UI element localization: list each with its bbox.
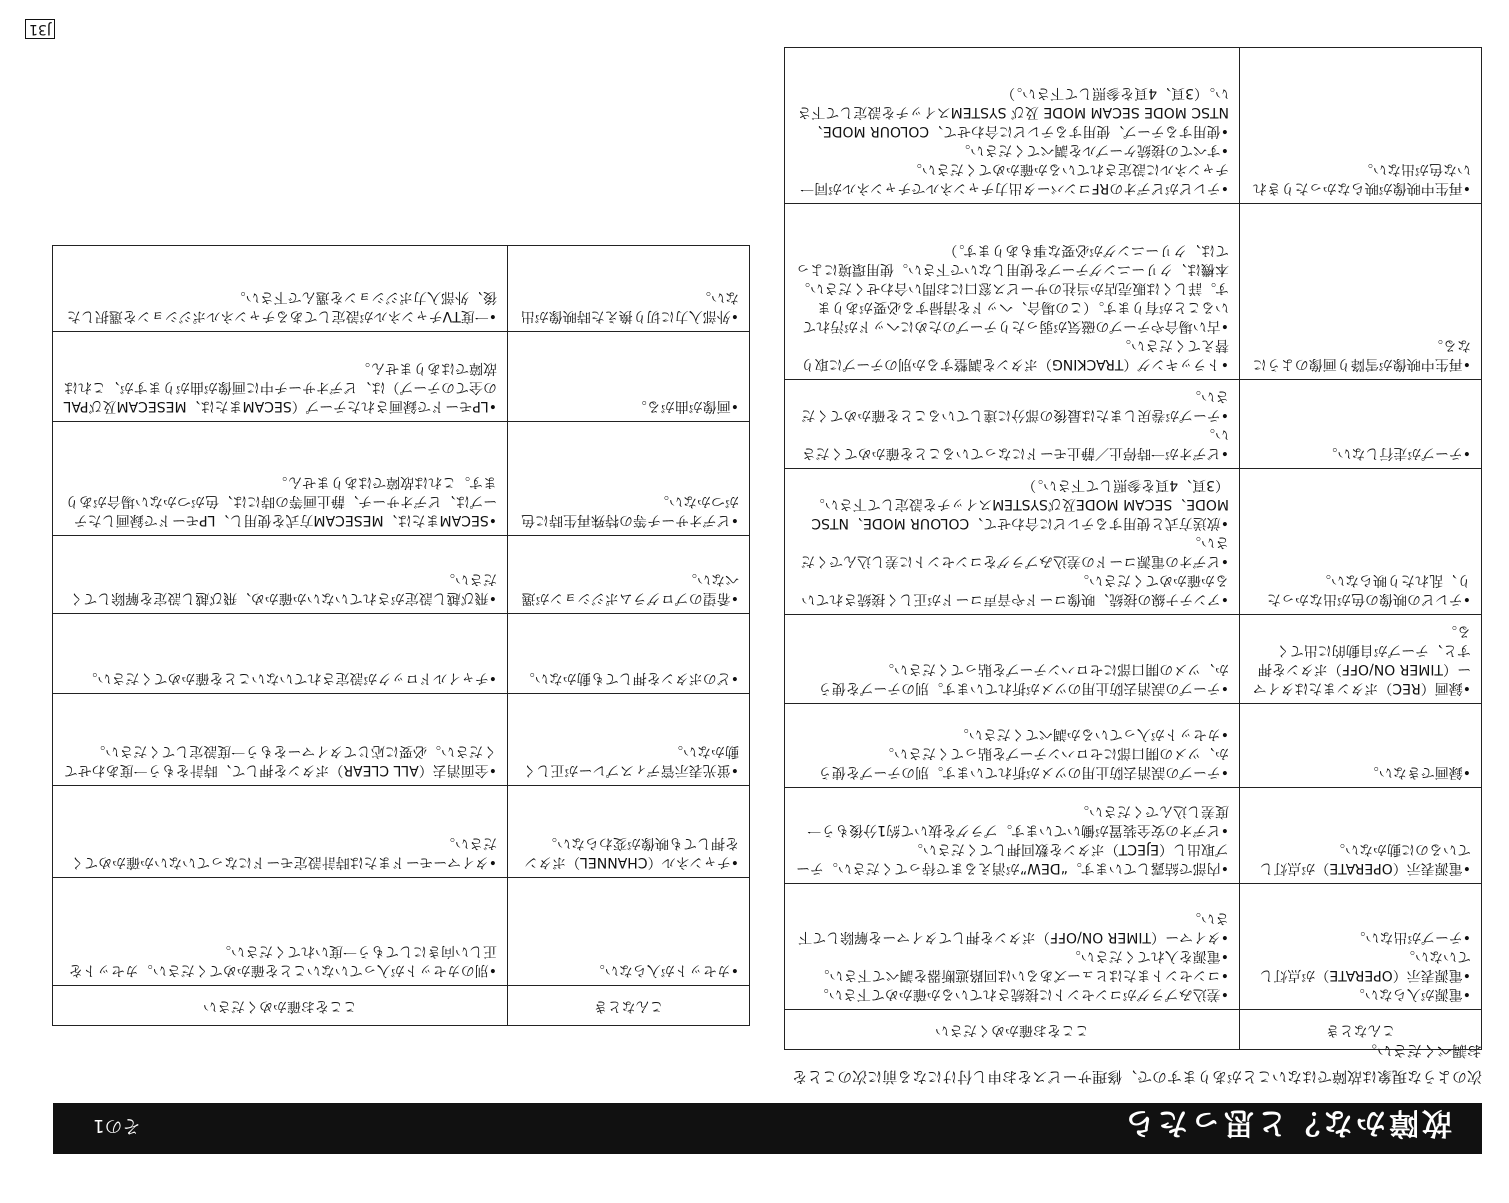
symptom-cell — [1240, 469, 1482, 615]
symptom-text: • カセットが入らない。 — [518, 960, 739, 979]
remedy-text: • LPモードで録画されたテープ（SECAMまたは、MESECAM及びPALの全てのテープ）は、ビデオサーチ中に画像が曲がりますが、これは故障ではありません。 — [63, 358, 497, 415]
symptom-cell — [508, 614, 750, 694]
symptom-cell — [1240, 48, 1482, 204]
remedy-text: • 放送方式と使用するテレビに合わせて、COLOUR MODE、NTSC MODE、SECAM MODE及びSYSTEMスイッチを設定して下さい。（3頁、4頁を参照して下さい。） — [795, 475, 1229, 532]
troubleshooting-table-left — [784, 47, 1482, 1050]
table-header-row — [785, 1010, 1482, 1050]
remedy-text: • カセットが入っているか調べてください。 — [795, 724, 1229, 743]
remedy-text: • 使用するテープ、使用するテレビに合わせて、COLOUR MODE、NTSC MODE SECAM MODE 及び SYSTEMスイッチを設定して下さい。（3頁、4頁を参照して下さい。） — [795, 83, 1229, 140]
remedy-cell — [53, 614, 508, 694]
remedy-cell — [785, 615, 1240, 704]
symptom-cell — [508, 246, 750, 332]
remedy-text: • アンテナ線の接続、映像コードや音声コードが正しく接続されているか確かめてください。 — [795, 570, 1229, 608]
table-row — [53, 878, 750, 986]
symptom-text: • テレビの映像の色が出なかったり、乱れたり映らない。 — [1250, 570, 1471, 608]
symptom-cell — [1240, 204, 1482, 380]
symptom-cell — [508, 694, 750, 786]
table-row — [53, 614, 750, 694]
remedy-cell — [785, 704, 1240, 788]
remedy-cell — [53, 536, 508, 614]
remedy-cell — [785, 788, 1240, 884]
symptom-text: • 希望のプログラムポジションが選べない。 — [518, 569, 739, 607]
page-number: J31 — [25, 19, 55, 39]
table-row — [785, 48, 1482, 204]
remedy-text: • ビデオの安全装置が働いています。プラグを抜いて約1分後もう一度差し込んでください。 — [795, 801, 1229, 839]
remedy-text: • 電源を入れてください。 — [795, 946, 1229, 965]
symptom-text: • 電源表示（OPERATE）が点灯していない。 — [1250, 946, 1471, 984]
remedy-text: • 飛び越し設定がされていないか確かめ、飛び越し設定を解除してください。 — [63, 569, 497, 607]
symptom-text: • どのボタンを押しても動かない。 — [518, 668, 739, 687]
symptom-text: • 外部入力に切り換えた時映像が出ない。 — [518, 287, 739, 325]
remedy-text: • タイマーモードまたは時計設定モードになっていないか確かめてください。 — [63, 833, 497, 871]
table-row — [53, 422, 750, 536]
symptom-text: • テープが走行しない。 — [1250, 443, 1471, 462]
remedy-text: • テープの誤消去防止用のツメが折れています。別のテープを使うか、ツメの開口部にセロハンテープを貼ってください。 — [795, 659, 1229, 697]
remedy-cell — [785, 48, 1240, 204]
remedy-text: • テープの誤消去防止用のツメが折れています。別のテープを使うか、ツメの開口部にセロハンテープを貼ってください。 — [795, 743, 1229, 781]
remedy-text: • 全面消去（ALL CLEAR）ボタンを押して、時計をもう一度あわせてください。必要に応じてタイマーをもう一度設定してください。 — [63, 741, 497, 779]
remedy-text: • ビデオが一時停止／静止モードになっていることを確かめてください。 — [795, 424, 1229, 462]
remedy-text: • テレビがビデオのRFコンバータ出力チャンネルでチャンネルが同一チャンネルに設定されているか確かめてください。 — [795, 159, 1229, 197]
symptom-text: • 録画（REC）ボタンまたはタイマー（TIMER ON/OFF）ボタンを押すと、テープが自動的に出てくる。 — [1250, 621, 1471, 697]
remedy-text: • テープが巻戻しまたは最後の部分に達していることを確かめてください。 — [795, 386, 1229, 424]
symptom-text: • チャンネル（CHANNEL）ボタンを押しても映像が変わらない。 — [518, 833, 739, 871]
section-banner — [53, 1103, 1482, 1154]
symptom-text: • 電源が入らない。 — [1250, 984, 1471, 1003]
remedy-cell — [53, 332, 508, 422]
table-row — [785, 615, 1482, 704]
table-row — [785, 788, 1482, 884]
symptom-text: • ビデオサーチ等の特殊再生時に色がつかない。 — [518, 491, 739, 529]
remedy-text: • トラッキング（TRACKING）ボタンを調整するか別のテープに取り替えてください。 — [795, 335, 1229, 373]
remedy-cell — [785, 469, 1240, 615]
symptom-cell — [508, 332, 750, 422]
remedy-text: • SECAMまたは、MESECAM方式を使用し、LPモードで録画したテープは、ビデオサーチ、静止画等の時には、色がつかない場合があります。これは故障ではありません。 — [63, 472, 497, 529]
remedy-cell — [53, 694, 508, 786]
symptom-cell — [508, 878, 750, 986]
symptom-cell — [1240, 380, 1482, 469]
header-symptom: こんなとき — [1240, 1010, 1482, 1050]
intro-text: 次のような現象は故障ではないことがありますので、修理サービスをお申し付けになる前に次のことをお調べください。 — [792, 1042, 1482, 1086]
remedy-cell — [53, 246, 508, 332]
remedy-cell — [53, 422, 508, 536]
remedy-text: • すべての接続ケーブルを調べてください。 — [795, 140, 1229, 159]
symptom-cell — [1240, 884, 1482, 1010]
table-row — [53, 694, 750, 786]
table-row — [785, 380, 1482, 469]
remedy-text: • 内部で結露しています。“DEW”が消えるまで待ってください。テープ取出し（EJECT）ボタンを数回押してください。 — [795, 839, 1229, 877]
section-title: 故障かな？と思ったら — [1122, 1105, 1452, 1140]
table-header-row — [53, 986, 750, 1026]
symptom-text: • 再生中映像が映らなかったりきれいな色が出ない。 — [1250, 159, 1471, 197]
section-subtitle: その1 — [93, 1115, 141, 1136]
remedy-text: • 一度TVチャンネルが設定してあるチャンネルポジションを選択した後、外部入力ポジションを選んで下さい。 — [63, 287, 497, 325]
symptom-text: • 電源表示（OPERATE）が点灯しているのに動かない。 — [1250, 839, 1471, 877]
symptom-text: • 蛍光表示管ディスプレーが正しく動かない。 — [518, 741, 739, 779]
remedy-text: • コンセントまたはヒューズあるいは回路遮断器を調べて下さい。 — [795, 965, 1229, 984]
table-row — [785, 704, 1482, 788]
symptom-cell — [508, 786, 750, 878]
table-row — [53, 332, 750, 422]
table-row — [785, 469, 1482, 615]
symptom-text: • 再生中映像が雪降り画像のようになる。 — [1250, 335, 1471, 373]
table-row — [53, 786, 750, 878]
symptom-text: • 画像が曲がる。 — [518, 396, 739, 415]
troubleshooting-table-right — [52, 245, 750, 1026]
header-remedy: ここをお確かめください — [53, 986, 508, 1026]
table-row — [53, 536, 750, 614]
symptom-cell — [1240, 704, 1482, 788]
remedy-text: • タイマー（TIMER ON/OFF）ボタンを押してタイマーを解除して下さい。 — [795, 908, 1229, 946]
remedy-cell — [53, 786, 508, 878]
table-row — [785, 884, 1482, 1010]
remedy-text: • 差込みプラグがコンセントに接続されているか確かめて下さい。 — [795, 984, 1229, 1003]
symptom-cell — [508, 536, 750, 614]
remedy-cell — [53, 878, 508, 986]
symptom-text: • テープが出ない。 — [1250, 927, 1471, 946]
remedy-text: • チャイルドロックが設定されていないことを確かめてください。 — [63, 668, 497, 687]
table-row — [785, 204, 1482, 380]
remedy-text: • 古い場合やテープの磁気が弱ったりテープのためにヘッドが汚れていることが有ります。（この場合、ヘッドを清掃する必要があります。詳しくは販売店か当社のサービス窓口にお問い合わせください。本機は、クリーニングテープを使用しないで下さい。使用環境によっては、クリーニングが必要な事もあります。） — [795, 240, 1229, 335]
symptom-text: • 録画できない。 — [1250, 762, 1471, 781]
remedy-text: • ビデオの電源コードの差込みプラグをコンセントに差し込んでください。 — [795, 532, 1229, 570]
symptom-cell — [508, 422, 750, 536]
header-symptom: こんなとき — [508, 986, 750, 1026]
header-remedy: ここをお確かめください — [785, 1010, 1240, 1050]
table-row — [53, 246, 750, 332]
symptom-cell — [1240, 615, 1482, 704]
remedy-cell — [785, 380, 1240, 469]
symptom-cell — [1240, 788, 1482, 884]
remedy-cell — [785, 884, 1240, 1010]
remedy-text: • 別のカセットが入っていないことを確かめてください。カセットを正しい向きにしてもう一度いれてください。 — [63, 941, 497, 979]
remedy-cell — [785, 204, 1240, 380]
